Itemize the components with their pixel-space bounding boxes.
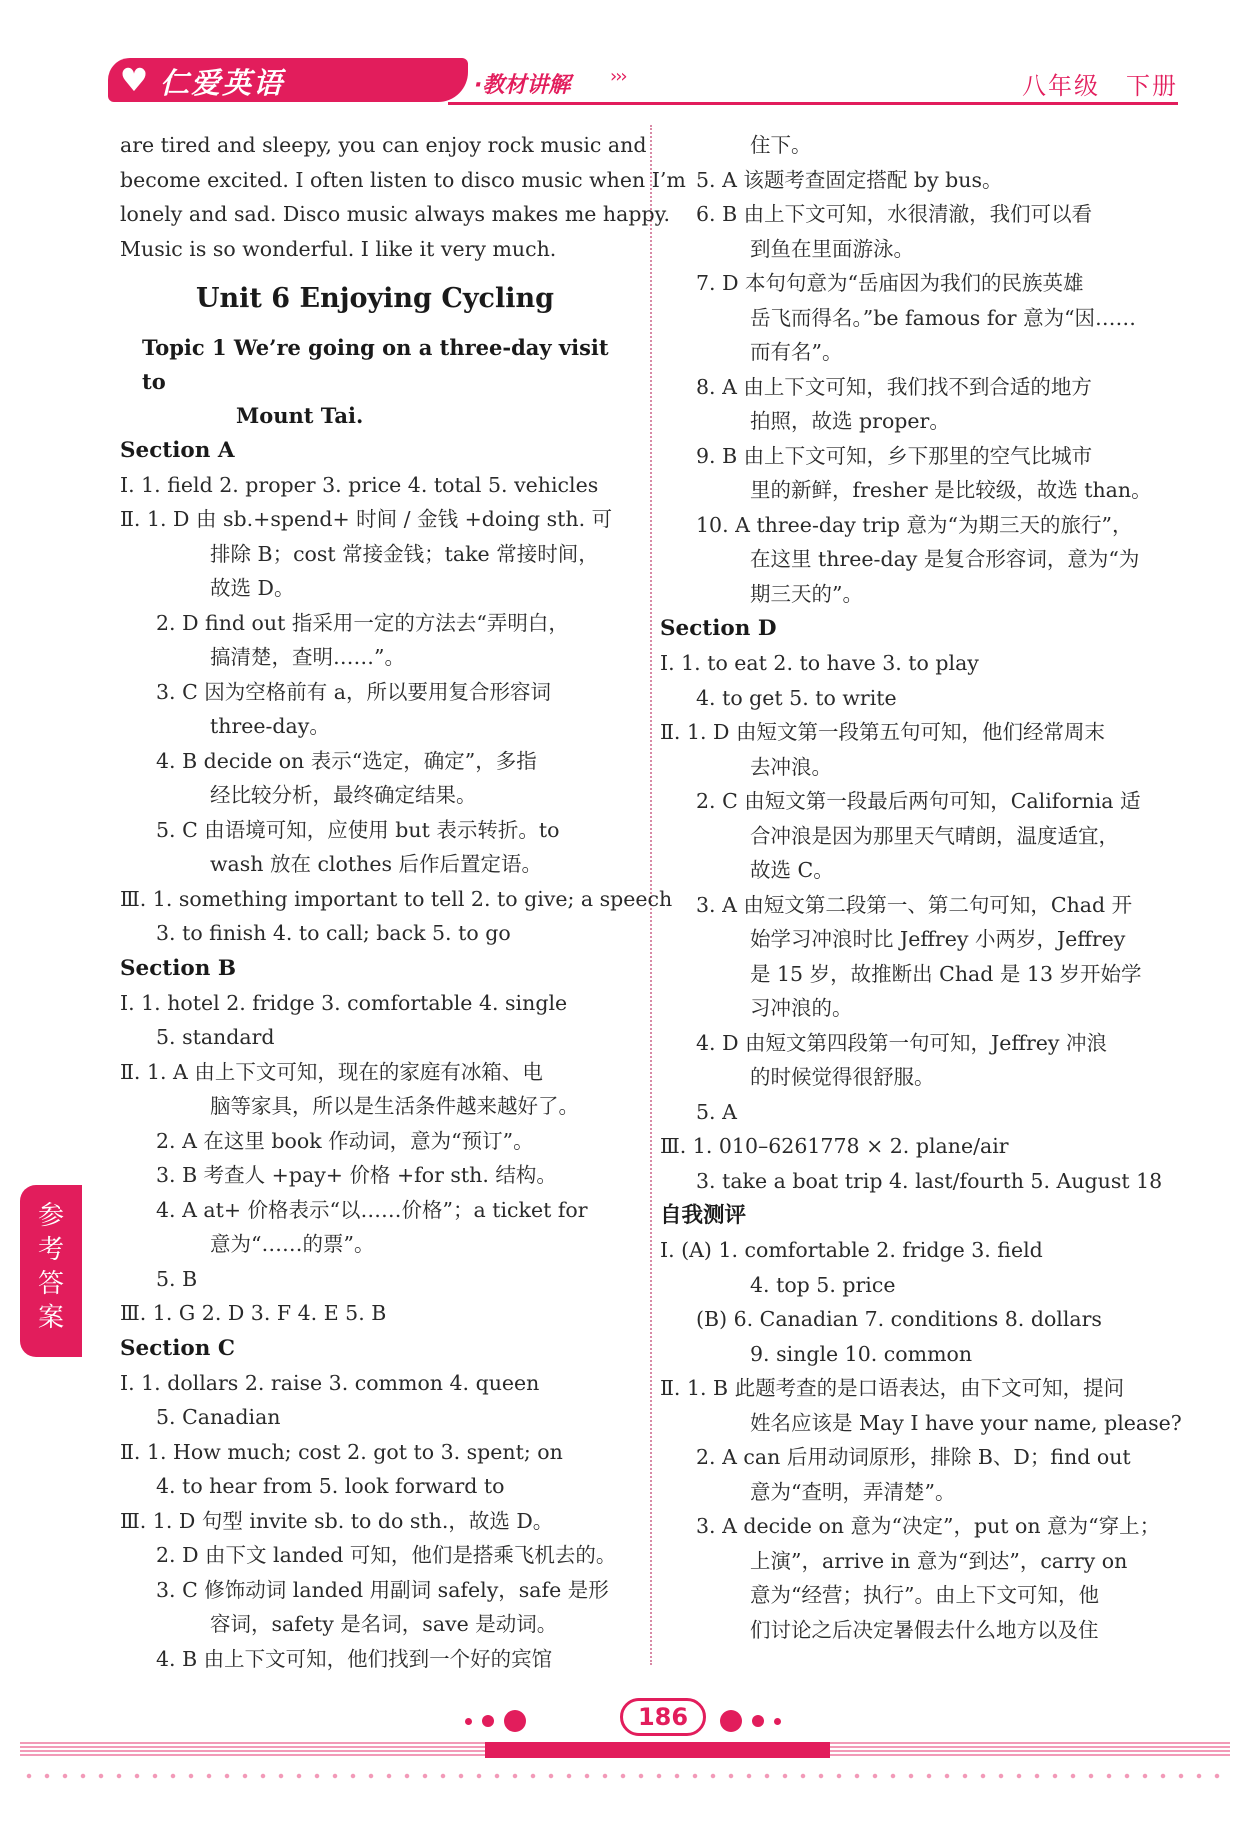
footer-dot (720, 1710, 742, 1732)
answer-line: 6. B 由上下文可知，水很清澈，我们可以看 (696, 202, 1093, 226)
answer-line: Ⅰ. 1. dollars 2. raise 3. common 4. queen (120, 1370, 540, 1395)
answer-line: 姓名应该是 May I have your name, please? (750, 1410, 1182, 1435)
answer-line: 住下。 (750, 133, 812, 157)
section-heading-d: Section D (660, 616, 777, 641)
answer-line: Ⅲ. 1. G 2. D 3. F 4. E 5. B (120, 1301, 387, 1325)
intro-line: are tired and sleepy, you can enjoy rock music and (120, 133, 647, 157)
header-rule (448, 102, 1178, 105)
answer-line: 容词，safety 是名词，save 是动词。 (210, 1612, 558, 1636)
footer-dot (504, 1710, 526, 1732)
footer-dot (482, 1715, 494, 1727)
answer-line: 经比较分析，最终确定结果。 (210, 783, 477, 807)
answer-line: 2. D find out 指采用一定的方法去“弄明白， (156, 610, 569, 635)
answer-line: (B) 6. Canadian 7. conditions 8. dollars (696, 1307, 1102, 1331)
answer-line: 9. single 10. common (750, 1341, 973, 1366)
page-footer (20, 1690, 1230, 1790)
answer-line: 9. B 由上下文可知，乡下那里的空气比城市 (696, 443, 1093, 468)
answer-line: 里的新鲜，fresher 是比较级，故选 than。 (750, 478, 1152, 502)
answer-line: 始学习冲浪时比 Jeffrey 小两岁，Jeffrey (750, 927, 1126, 951)
chevrons-icon: ››› (610, 66, 626, 87)
answer-line: Ⅱ. 1. D 由 sb.+spend+ 时间 / 金钱 +doing sth. 可 (120, 507, 613, 531)
answer-line: 岳飞而得名。”be famous for 意为“因…… (750, 305, 1137, 330)
answer-line: 5. Canadian (156, 1405, 281, 1429)
answer-line: 4. to hear from 5. look forward to (156, 1474, 505, 1498)
answer-line: Ⅲ. 1. 010–6261778 × 2. plane/air (660, 1134, 1009, 1158)
answer-line: 们讨论之后决定暑假去什么地方以及住 (750, 1617, 1099, 1642)
answer-line: 5. A (696, 1099, 737, 1124)
answer-line: 8. A 由上下文可知，我们找不到合适的地方 (696, 374, 1092, 399)
answer-line: Ⅲ. 1. D 句型 invite sb. to do sth.，故选 D。 (120, 1508, 554, 1533)
unit-title: Unit 6 Enjoying Cycling (196, 283, 554, 314)
answer-line: 4. to get 5. to write (696, 685, 897, 710)
tab-char: 答 (37, 1269, 64, 1299)
answer-line: 4. D 由短文第四段第一句可知，Jeffrey 冲浪 (696, 1030, 1107, 1055)
answer-line: 3. C 因为空格前有 a，所以要用复合形容词 (156, 679, 552, 704)
footer-stripe-right (830, 1742, 1230, 1758)
answer-line: Ⅰ. 1. hotel 2. fridge 3. comfortable 4. single (120, 990, 568, 1015)
answer-line: 合冲浪是因为那里天气晴朗，温度适宜， (750, 823, 1119, 848)
tab-char: 参 (37, 1201, 64, 1231)
topic-title-cont: Mount Tai. (236, 402, 364, 428)
answer-line: 上演”，arrive in 意为“到达”，carry on (750, 1548, 1128, 1573)
answer-line: 5. C 由语境可知，应使用 but 表示转折。to (156, 817, 560, 842)
answer-line: 拍照，故选 proper。 (750, 409, 950, 433)
answer-line: 4. top 5. price (750, 1272, 896, 1297)
intro-line: lonely and sad. Disco music always makes me happy. (120, 202, 670, 226)
answer-line: 2. A 在这里 book 作动词，意为“预订”。 (156, 1128, 534, 1153)
answer-line: 在这里 three-day 是复合形容词，意为“为 (750, 547, 1140, 571)
footer-dot (752, 1715, 764, 1727)
answer-line: 4. B decide on 表示“选定，确定”，多指 (156, 748, 537, 773)
answer-line: 排除 B；cost 常接金钱；take 常接时间， (210, 541, 599, 566)
topic-title: Topic 1 We’re going on a three-day visit to (142, 334, 609, 394)
tab-char: 案 (37, 1303, 64, 1333)
answer-line: 5. A 该题考查固定搭配 by bus。 (696, 167, 1003, 192)
answer-line: Ⅲ. 1. something important to tell 2. to give; a speech (120, 886, 673, 911)
answer-line: 5. standard (156, 1025, 275, 1049)
tab-char: 考 (37, 1235, 64, 1265)
answer-line: 期三天的”。 (750, 581, 863, 606)
book-title: 仁爱英语 (160, 66, 285, 100)
answer-line: 去冲浪。 (750, 754, 832, 779)
answer-line: 2. A can 后用动词原形，排除 B、D；find out (696, 1445, 1131, 1469)
intro-line: become excited. I often listen to disco music when I’m (120, 167, 686, 192)
grade-label: 八年级 下册 (1022, 72, 1178, 100)
answer-line: wash 放在 clothes 后作后置定语。 (210, 852, 543, 876)
answer-line: 是 15 岁，故推断出 Chad 是 13 岁开始学 (750, 961, 1142, 986)
page-header (108, 58, 1178, 110)
footer-stripe-center (485, 1742, 830, 1758)
answer-line: 3. C 修饰动词 landed 用副词 safely，safe 是形 (156, 1577, 609, 1602)
answer-line: 3. B 考查人 +pay+ 价格 +for sth. 结构。 (156, 1163, 557, 1187)
answer-line: 习冲浪的。 (750, 996, 853, 1020)
right-column (660, 128, 1182, 1647)
section-heading-c: Section C (120, 1335, 235, 1361)
answer-line: Ⅱ. 1. D 由短文第一段第五句可知，他们经常周末 (660, 720, 1105, 744)
footer-dot (774, 1718, 781, 1725)
answer-line: 意为“经营；执行”。由上下文可知，他 (750, 1583, 1099, 1607)
answer-line: 4. A at+ 价格表示“以……价格”；a ticket for (156, 1197, 588, 1222)
answer-line: 搞清楚，查明……”。 (210, 645, 405, 669)
footer-dot-row (20, 1772, 1230, 1780)
self-evaluation-heading: 自我测评 (660, 1203, 747, 1228)
answer-line: 2. C 由短文第一段最后两句可知，California 适 (696, 789, 1141, 813)
page-number: 186 (620, 1698, 706, 1736)
answer-line: 3. A decide on 意为“决定”，put on 意为“穿上； (696, 1514, 1161, 1538)
intro-line: Music is so wonderful. I like it very much. (120, 236, 557, 261)
answer-line: 到鱼在里面游泳。 (750, 236, 914, 261)
answer-line: 10. A three-day trip 意为“为期三天的旅行”， (696, 512, 1133, 537)
answer-line: Ⅱ. 1. B 此题考查的是口语表达，由下文可知，提问 (660, 1376, 1125, 1400)
answer-line: Ⅱ. 1. A 由上下文可知，现在的家庭有冰箱、电 (120, 1059, 543, 1084)
footer-dot (465, 1718, 472, 1725)
answer-line: Ⅱ. 1. How much; cost 2. got to 3. spent; on (120, 1439, 563, 1464)
answer-line: 的时候觉得很舒服。 (750, 1065, 935, 1089)
answer-line: 2. D 由下文 landed 可知，他们是搭乘飞机去的。 (156, 1543, 617, 1567)
answer-line: 故选 C。 (750, 858, 834, 882)
answer-line: 3. take a boat trip 4. last/fourth 5. August 18 (696, 1168, 1163, 1193)
answer-line: 意为“……的票”。 (210, 1232, 375, 1256)
answer-line: 故选 D。 (210, 576, 295, 600)
answer-line: 3. to finish 4. to call; back 5. to go (156, 921, 511, 945)
answer-line: 5. B (156, 1266, 198, 1291)
section-heading-a: Section A (120, 437, 235, 463)
answer-line: Ⅰ. (A) 1. comfortable 2. fridge 3. field (660, 1238, 1043, 1262)
answer-line: Ⅰ. 1. to eat 2. to have 3. to play (660, 651, 979, 675)
reference-answer-tab (20, 1185, 82, 1357)
answer-line: 3. A 由短文第二段第一、第二句可知，Chad 开 (696, 892, 1133, 917)
answer-line: Ⅰ. 1. field 2. proper 3. price 4. total 5. vehicles (120, 472, 599, 497)
answer-line: 意为“查明，弄清楚”。 (750, 1479, 956, 1504)
answer-line: 而有名”。 (750, 340, 843, 364)
answer-line: three-day。 (210, 714, 330, 738)
answer-line: 4. B 由上下文可知，他们找到一个好的宾馆 (156, 1646, 553, 1671)
heart-logo-icon: ♥ (119, 61, 149, 99)
left-column (120, 128, 686, 1676)
footer-stripe-left (20, 1742, 485, 1758)
section-heading-b: Section B (120, 955, 237, 981)
answer-line: 脑等家具，所以是生活条件越来越好了。 (210, 1094, 579, 1118)
answer-line: 7. D 本句句意为“岳庙因为我们的民族英雄 (696, 271, 1084, 295)
book-subtitle: ·教材讲解 (474, 73, 571, 98)
